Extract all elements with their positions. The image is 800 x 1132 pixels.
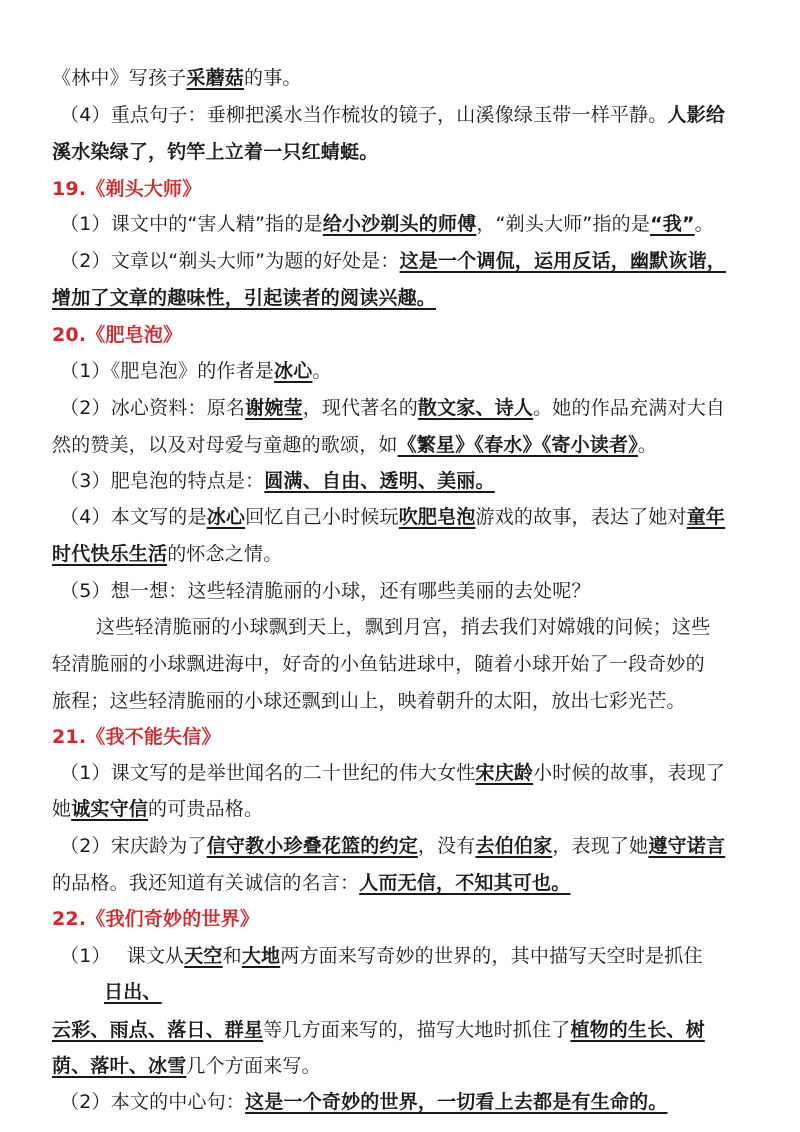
line-10: （2）冰心资料：原名谢婉莹，现代著名的散文家、诗人。她的作品充满对大自 [60, 397, 726, 419]
line-22: （2）宋庆龄为了信守教小珍叠花篮的约定，没有去伯伯家，表现了她遵守诺言 [60, 835, 726, 857]
line-5: （1）课文中的“害人精”指的是给小沙剃头的师傅，“剃头大师”指的是“我”。 [60, 213, 714, 235]
heading-19: 19.《剃头大师》 [52, 178, 202, 200]
heading-22: 22.《我们奇妙的世界》 [52, 908, 260, 930]
line-1: 《林中》写孩子采蘑菇的事。 [52, 67, 302, 89]
line-26: 日出、 [104, 981, 162, 1003]
line-25: （1） 课文从天空和大地两方面来写奇妙的世界的，其中描写天空时是抓住 [60, 945, 703, 967]
line-29: （2）本文的中心句：这是一个奇妙的世界，一切看上去都是有生命的。 [60, 1091, 668, 1113]
line-18: 旅程；这些轻清脆丽的小球还飘到山上，映着朝升的太阳，放出七彩光芒。 [52, 690, 686, 712]
line-13: （4）本文写的是冰心回忆自己小时候玩吹肥皂泡游戏的故事，表达了她对童年 [60, 506, 726, 528]
line-28: 荫、落叶、冰雪几个方面来写。 [52, 1055, 321, 1077]
heading-21: 21.《我不能失信》 [52, 726, 221, 748]
line-9: （1）《肥皂泡》的作者是冰心。 [60, 360, 332, 382]
line-14: 时代快乐生活的怀念之情。 [52, 543, 283, 565]
line-7: 增加了文章的趣味性，引起读者的阅读兴趣。 [52, 287, 437, 309]
line-27: 云彩、雨点、落日、群星等几方面来写的，描写大地时抓住了植物的生长、树 [52, 1019, 705, 1041]
line-11: 然的赞美，以及对母爱与童趣的歌颂，如《繁星》《春水》《寄小读者》。 [52, 434, 658, 456]
line-20: （1）课文写的是举世闻名的二十世纪的伟大女性宋庆龄小时候的故事，表现了 [60, 762, 726, 784]
line-21: 她诚实守信的可贵品格。 [52, 798, 264, 820]
line-2: （4）重点句子：垂柳把溪水当作梳妆的镜子，山溪像绿玉带一样平静。人影给 [60, 104, 726, 126]
heading-20: 20.《肥皂泡》 [52, 324, 183, 346]
line-3: 溪水染绿了，钓竿上立着一只红蜻蜓。 [52, 141, 379, 163]
line-12: （3）肥皂泡的特点是：圆满、自由、透明、美丽。 [60, 470, 495, 492]
line-6: （2）文章以“剃头大师”为题的好处是：这是一个调侃，运用反话，幽默诙谐， [60, 250, 726, 272]
line-16: 这些轻清脆丽的小球飘到天上，飘到月宫，捎去我们对嫦娥的问候；这些 [96, 616, 711, 638]
line-17: 轻清脆丽的小球飘进海中，好奇的小鱼钻进球中，随着小球开始了一段奇妙的 [52, 653, 705, 675]
line-23: 的品格。我还知道有关诚信的名言：人而无信，不知其可也。 [52, 872, 571, 894]
line-15: （5）想一想：这些轻清脆丽的小球，还有哪些美丽的去处呢？ [60, 580, 591, 602]
